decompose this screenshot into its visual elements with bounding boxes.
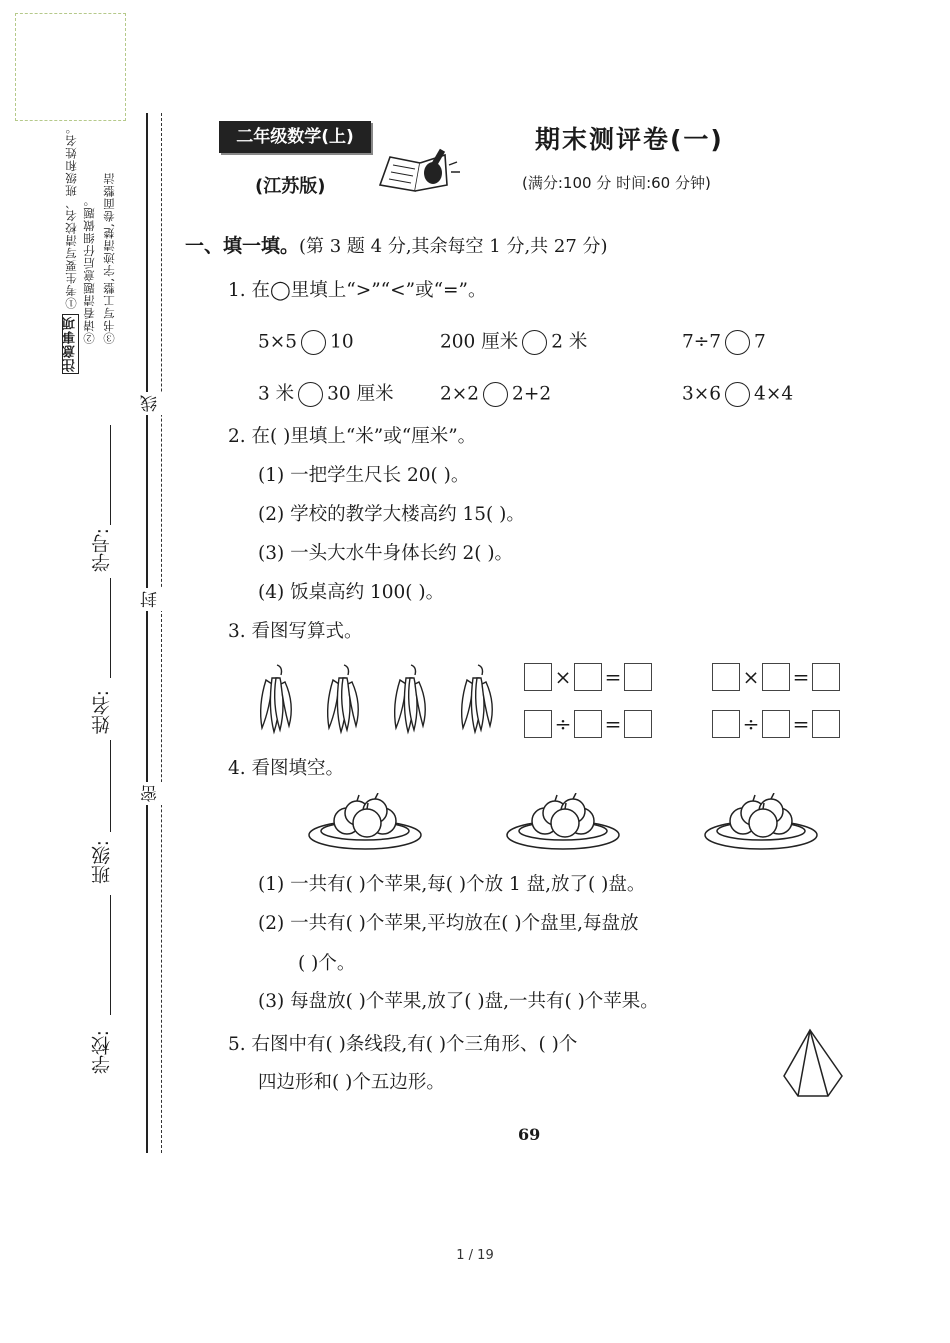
q5-line-2[interactable]: 四边形和( )个五边形。	[258, 1072, 445, 1093]
q1-item	[440, 382, 551, 407]
answer-circle[interactable]	[298, 382, 323, 407]
q1-item	[258, 330, 354, 355]
field-class-line[interactable]	[110, 740, 111, 832]
q4-item-3[interactable]: (3) 每盘放( )个苹果,放了( )盘,一共有( )个苹果。	[258, 991, 659, 1012]
answer-circle[interactable]	[725, 382, 750, 407]
q1-item	[440, 330, 587, 355]
field-student-id-line[interactable]	[110, 425, 111, 525]
q5-line-1[interactable]: 5. 右图中有( )条线段,有( )个三角形、( )个	[228, 1034, 578, 1055]
equation-div-2	[712, 710, 840, 738]
answer-box[interactable]	[812, 663, 840, 691]
apple-plates-illustration	[305, 793, 825, 861]
q1-item	[682, 382, 793, 407]
section-1-note: (第 3 题 4 分,其余每空 1 分,共 27 分)	[299, 236, 608, 257]
apple-plate-icon	[309, 793, 421, 849]
q4-prompt: 4. 看图填空。	[228, 758, 345, 779]
answer-box[interactable]	[624, 663, 652, 691]
op-divide: ÷	[554, 712, 572, 736]
field-name-label: 姓名:	[91, 690, 113, 735]
notice-item-1: ①考生要写清校名、班级和姓名。	[64, 121, 78, 310]
q1-item	[258, 382, 394, 407]
binding-line-solid	[146, 113, 148, 1153]
equation-div-1	[524, 710, 652, 738]
pager-indicator: 1 / 19	[456, 1248, 494, 1263]
pepper-bunch-icon	[261, 665, 292, 732]
notice-label: 注意事项	[63, 316, 78, 372]
q1-right: 10	[330, 331, 354, 353]
q2-item-1[interactable]: (1) 一把学生尺长 20( )。	[258, 465, 470, 486]
op-equals: =	[792, 665, 810, 689]
op-equals: =	[604, 665, 622, 689]
answer-box[interactable]	[812, 710, 840, 738]
binding-line-dashed	[161, 113, 162, 1153]
q1-left: 7÷7	[682, 331, 722, 353]
q1-left: 5×5	[258, 331, 298, 353]
q2-prompt: 2. 在( )里填上“米”或“厘米”。	[228, 426, 477, 447]
q1-right: 2+2	[512, 383, 552, 405]
answer-circle[interactable]	[483, 382, 508, 407]
page-number: 69	[518, 1125, 541, 1144]
pepper-bunch-icon	[395, 665, 426, 732]
field-school	[88, 1030, 115, 1074]
answer-box[interactable]	[712, 663, 740, 691]
q2-item-4[interactable]: (4) 饭桌高约 100( )。	[258, 582, 445, 603]
equation-mult-2	[712, 663, 840, 691]
seal-mark-seal: 封	[138, 588, 163, 611]
answer-box[interactable]	[762, 663, 790, 691]
q1-prompt: 1. 在◯里填上“>”“<”或“=”。	[228, 280, 487, 301]
op-divide: ÷	[742, 712, 760, 736]
page-title: 期末测评卷(一)	[535, 125, 724, 154]
q1-left: 2×2	[440, 383, 480, 405]
answer-box[interactable]	[712, 710, 740, 738]
photo-placeholder-box	[15, 13, 126, 121]
exam-meta: (满分:100 分 时间:60 分钟)	[522, 174, 711, 192]
equation-mult-1	[524, 663, 652, 691]
answer-box[interactable]	[624, 710, 652, 738]
answer-circle[interactable]	[725, 330, 750, 355]
section-1-heading	[185, 231, 608, 258]
q1-right: 2 米	[551, 331, 588, 353]
answer-box[interactable]	[524, 710, 552, 738]
pepper-bunch-icon	[328, 665, 359, 732]
q4-item-1[interactable]: (1) 一共有( )个苹果,每( )个放 1 盘,放了( )盘。	[258, 874, 646, 895]
notice-items	[62, 121, 79, 374]
q1-right: 4×4	[754, 383, 794, 405]
section-1-title: 一、填一填。	[185, 235, 300, 257]
field-student-id	[88, 528, 115, 572]
q1-left: 3×6	[682, 383, 722, 405]
field-name	[88, 690, 115, 734]
field-student-id-label: 学号:	[91, 528, 113, 573]
q1-right: 30 厘米	[327, 383, 394, 405]
q1-left: 3 米	[258, 383, 295, 405]
q1-right: 7	[754, 331, 766, 353]
apple-plate-icon	[705, 793, 817, 849]
pepper-bunch-icon	[462, 665, 493, 732]
q3-prompt: 3. 看图写算式。	[228, 621, 363, 642]
field-school-line[interactable]	[110, 895, 111, 1015]
seal-mark-line: 线	[138, 392, 163, 415]
q1-item	[682, 330, 766, 355]
book-illustration-icon	[375, 145, 465, 195]
answer-box[interactable]	[524, 663, 552, 691]
edition-label: (江苏版)	[255, 176, 326, 197]
q2-item-2[interactable]: (2) 学校的教学大楼高约 15( )。	[258, 504, 525, 525]
op-equals: =	[604, 712, 622, 736]
apple-plate-icon	[507, 793, 619, 849]
q2-item-3[interactable]: (3) 一头大水牛身体长约 2( )。	[258, 543, 514, 564]
op-equals: =	[792, 712, 810, 736]
op-multiply: ×	[554, 665, 572, 689]
seal-mark-secret: 密	[138, 782, 163, 805]
grade-badge: 二年级数学(上)	[219, 121, 371, 153]
q1-left: 200 厘米	[440, 331, 519, 353]
q4-item-2-cont[interactable]: ( )个。	[298, 953, 356, 974]
answer-box[interactable]	[574, 663, 602, 691]
pepper-bunches-illustration	[252, 660, 512, 740]
notice-item-2: ②请看清题意后仔细做题。	[82, 194, 96, 344]
answer-box[interactable]	[762, 710, 790, 738]
notice-block	[62, 121, 132, 374]
pyramid-figure-icon	[778, 1026, 848, 1102]
answer-circle[interactable]	[522, 330, 547, 355]
notice-item-3: ③书写工整,字迹清楚,卷面整洁	[102, 172, 116, 344]
field-class	[88, 840, 115, 884]
q4-item-2[interactable]: (2) 一共有( )个苹果,平均放在( )个盘里,每盘放	[258, 913, 639, 934]
field-class-label: 班级:	[91, 840, 113, 885]
field-school-label: 学校:	[91, 1030, 113, 1075]
field-name-line[interactable]	[110, 578, 111, 678]
answer-box[interactable]	[574, 710, 602, 738]
op-multiply: ×	[742, 665, 760, 689]
answer-circle[interactable]	[301, 330, 326, 355]
